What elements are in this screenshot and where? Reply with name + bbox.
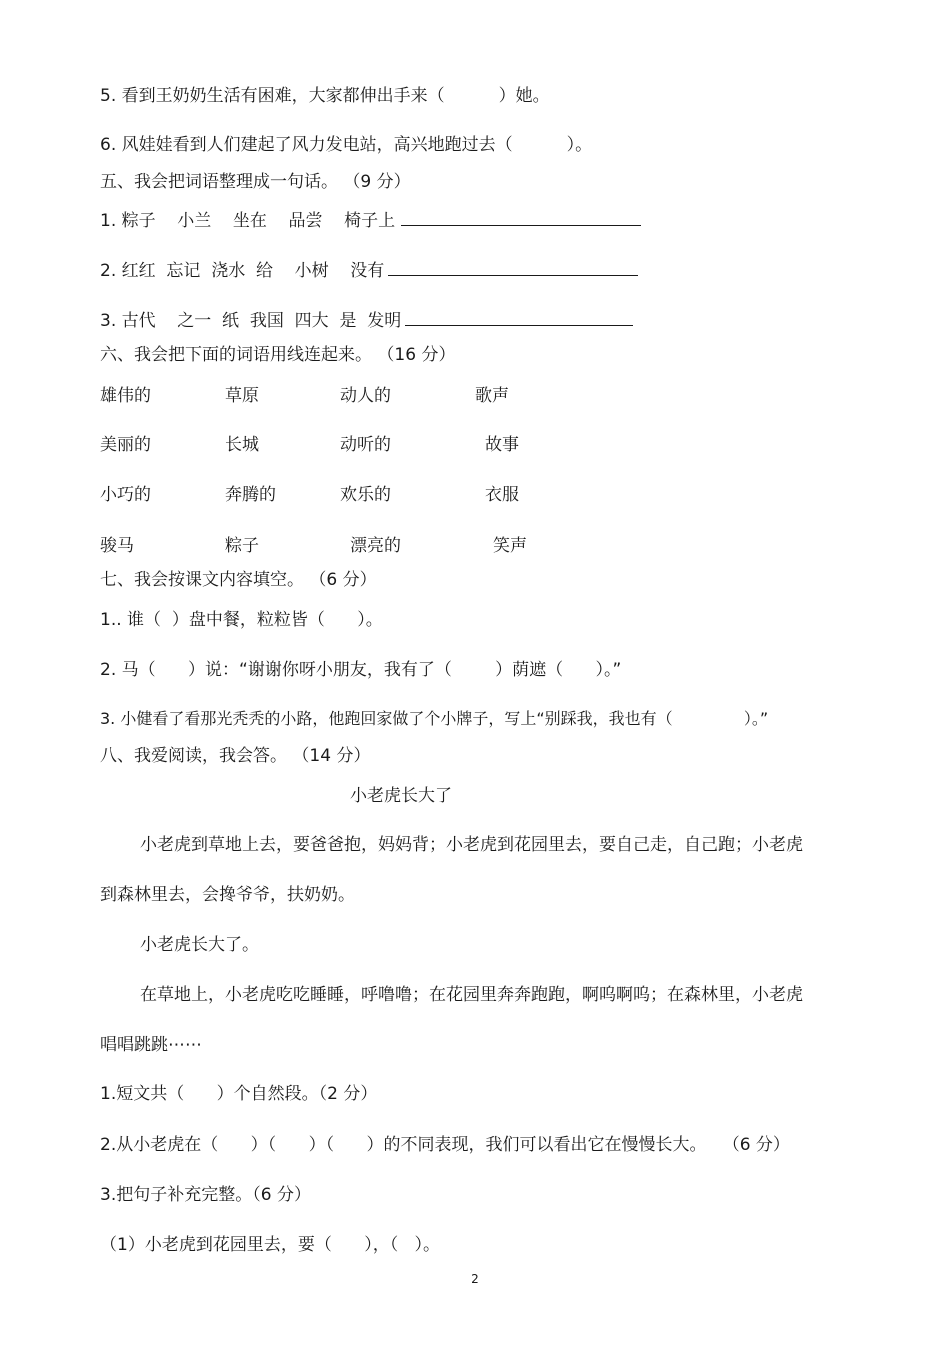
section-8-title: 八、我爱阅读，我会答。 （14 分） [100, 746, 371, 766]
question-5-2-words: 2. 红红 忘记 浇水 给 小树 没有 [100, 261, 385, 281]
matching-word[interactable]: 漂亮的 [350, 536, 401, 556]
matching-word[interactable]: 美丽的 [100, 435, 151, 455]
section-7-title: 七、我会按课文内容填空。 （6 分） [100, 570, 377, 590]
matching-word[interactable]: 雄伟的 [100, 386, 151, 406]
matching-word[interactable]: 长城 [225, 435, 259, 455]
question-7-2: 2. 马（ ）说：“谢谢你呀小朋友，我有了（ ）荫遮（ ）。” [100, 660, 622, 680]
story-title: 小老虎长大了 [350, 786, 452, 806]
question-5-2 [100, 259, 638, 282]
question-7-3: 3. 小健看了看那光秃秃的小路，他跑回家做了个小牌子，写上“别踩我，我也有（ ）。” [100, 709, 769, 728]
matching-word[interactable]: 骏马 [100, 536, 134, 556]
matching-word[interactable]: 笑声 [493, 536, 527, 556]
paragraph-line: 到森林里去，会搀爷爷，扶奶奶。 [100, 885, 355, 905]
section-5-title: 五、我会把词语整理成一句话。 （9 分） [100, 172, 411, 192]
question-5-1-words: 1. 粽子 小兰 坐在 品尝 椅子上 [100, 211, 396, 231]
paragraph-line: 在草地上，小老虎吃吃睡睡，呼噜噜；在花园里奔奔跑跑，啊呜啊呜；在森林里，小老虎 [140, 985, 803, 1005]
question-8-1: 1.短文共（ ）个自然段。（2 分） [100, 1084, 378, 1104]
page-number: 2 [471, 1272, 479, 1286]
matching-word[interactable]: 动人的 [340, 386, 391, 406]
question-7-1: 1.. 谁（ ）盘中餐，粒粒皆（ ）。 [100, 610, 383, 630]
matching-word[interactable]: 奔腾的 [225, 485, 276, 505]
answer-blank[interactable] [388, 259, 638, 276]
matching-word[interactable]: 衣服 [485, 485, 519, 505]
paragraph-line: 小老虎到草地上去，要爸爸抱，妈妈背；小老虎到花园里去，要自己走，自己跑；小老虎 [140, 835, 803, 855]
question-8-2: 2.从小老虎在（ ）（ ）（ ）的不同表现，我们可以看出它在慢慢长大。 （6 分） [100, 1135, 790, 1155]
question-8-3-1: （1）小老虎到花园里去，要（ ），（ ）。 [100, 1235, 440, 1255]
section-6-title: 六、我会把下面的词语用线连起来。 （16 分） [100, 345, 456, 365]
question-5-3 [100, 309, 633, 332]
matching-word[interactable]: 草原 [225, 386, 259, 406]
answer-blank[interactable] [401, 209, 641, 226]
question-5-3-words: 3. 古代 之一 纸 我国 四大 是 发明 [100, 311, 402, 331]
question-8-3: 3.把句子补充完整。（6 分） [100, 1185, 311, 1205]
matching-word[interactable]: 故事 [485, 435, 519, 455]
paragraph-line: 唱唱跳跳⋯⋯ [100, 1035, 202, 1055]
question-4-5: 5. 看到王奶奶生活有困难，大家都伸出手来（ ）她。 [100, 86, 550, 106]
question-4-6: 6. 风娃娃看到人们建起了风力发电站，高兴地跑过去（ ）。 [100, 135, 593, 155]
matching-word[interactable]: 小巧的 [100, 485, 151, 505]
matching-word[interactable]: 欢乐的 [340, 485, 391, 505]
answer-blank[interactable] [405, 309, 633, 326]
matching-word[interactable]: 动听的 [340, 435, 391, 455]
question-5-1 [100, 209, 641, 232]
matching-word[interactable]: 歌声 [475, 386, 509, 406]
story-paragraph-2: 小老虎长大了。 [140, 935, 259, 955]
matching-word[interactable]: 粽子 [225, 536, 259, 556]
